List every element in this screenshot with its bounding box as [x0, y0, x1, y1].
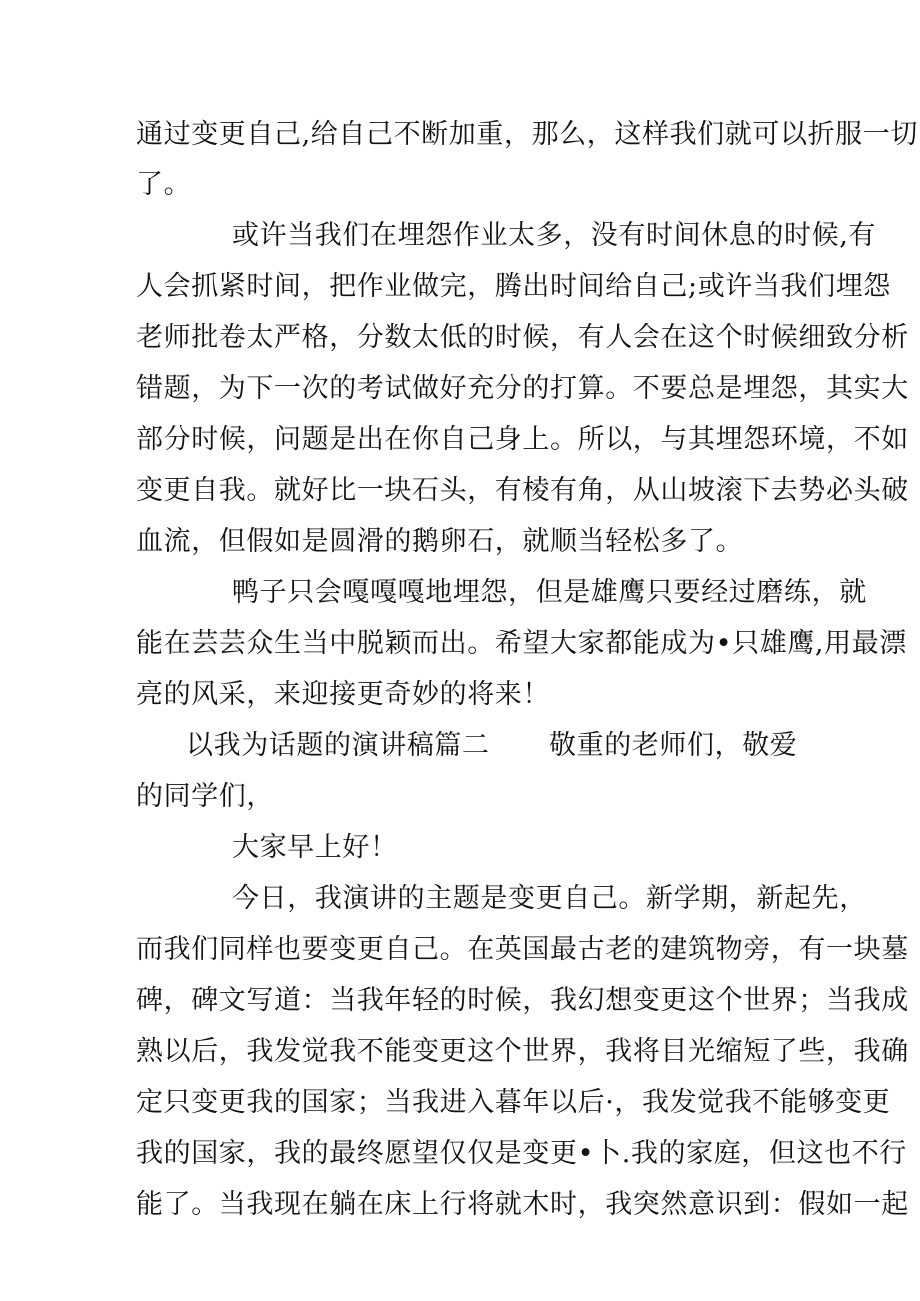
text-line: 部分时候，问题是出在你自己身上。所以，与其埋怨环境，不如: [136, 424, 909, 455]
text-line: 通过变更自己,给自己不断加重，那么，这样我们就可以折服一切: [136, 119, 918, 150]
text-line: 定只变更我的国家；当我进入暮年以后·，我发觉我不能够变更: [136, 1087, 891, 1118]
text-line: 或许当我们在埋怨作业太多，没有时间休息的时候,有: [232, 220, 876, 251]
greeting: 大家早上好！: [232, 832, 398, 863]
text-line: 人会抓紧时间，把作业做完，腾出时间给自己;或许当我们埋怨: [136, 271, 891, 302]
text-line: 了。: [136, 169, 192, 200]
section-title: 以我为话题的演讲稿篇二: [186, 730, 490, 761]
text-line: 能了。当我现在躺在床上行将就木时，我突然意识到：假如一起: [136, 1189, 909, 1220]
text-line: 碑，碑文写道：当我年轻的时候，我幻想变更这个世界；当我成: [136, 985, 909, 1016]
text-line: 老师批卷太严格，分数太低的时候，有人会在这个时候细致分析: [136, 322, 909, 353]
text-line: 熟以后，我发觉我不能变更这个世界，我将目光缩短了些，我确: [136, 1036, 909, 1067]
text-line: 血流，但假如是圆滑的鹅卵石，就顺当轻松多了。: [136, 526, 744, 557]
salutation: 的同学们，: [136, 781, 274, 812]
text-line: 而我们同样也要变更自己。在英国最古老的建筑物旁，有一块墓: [136, 934, 909, 965]
salutation: 敬重的老师们，敬爱: [549, 730, 798, 761]
text-line: 鸭子只会嘎嘎嘎地埋怨，但是雄鹰只要经过磨练，就: [232, 577, 867, 608]
text-line: 能在芸芸众生当中脱颖而出。希望大家都能成为•只雄鹰,用最漂: [136, 628, 907, 659]
text-line: 今日，我演讲的主题是变更自己。新学期，新起先，: [232, 883, 867, 914]
text-line: 变更自我。就好比一块石头，有棱有角，从山坡滚下去势必头破: [136, 475, 909, 506]
text-line: 错题，为下一次的考试做好充分的打算。不要总是埋怨，其实大: [136, 373, 909, 404]
text-line: 亮的风采，来迎接更奇妙的将来！: [136, 679, 550, 710]
text-line: 我的国家，我的最终愿望仅仅是变更•卜.我的家庭，但这也不行: [136, 1138, 907, 1169]
